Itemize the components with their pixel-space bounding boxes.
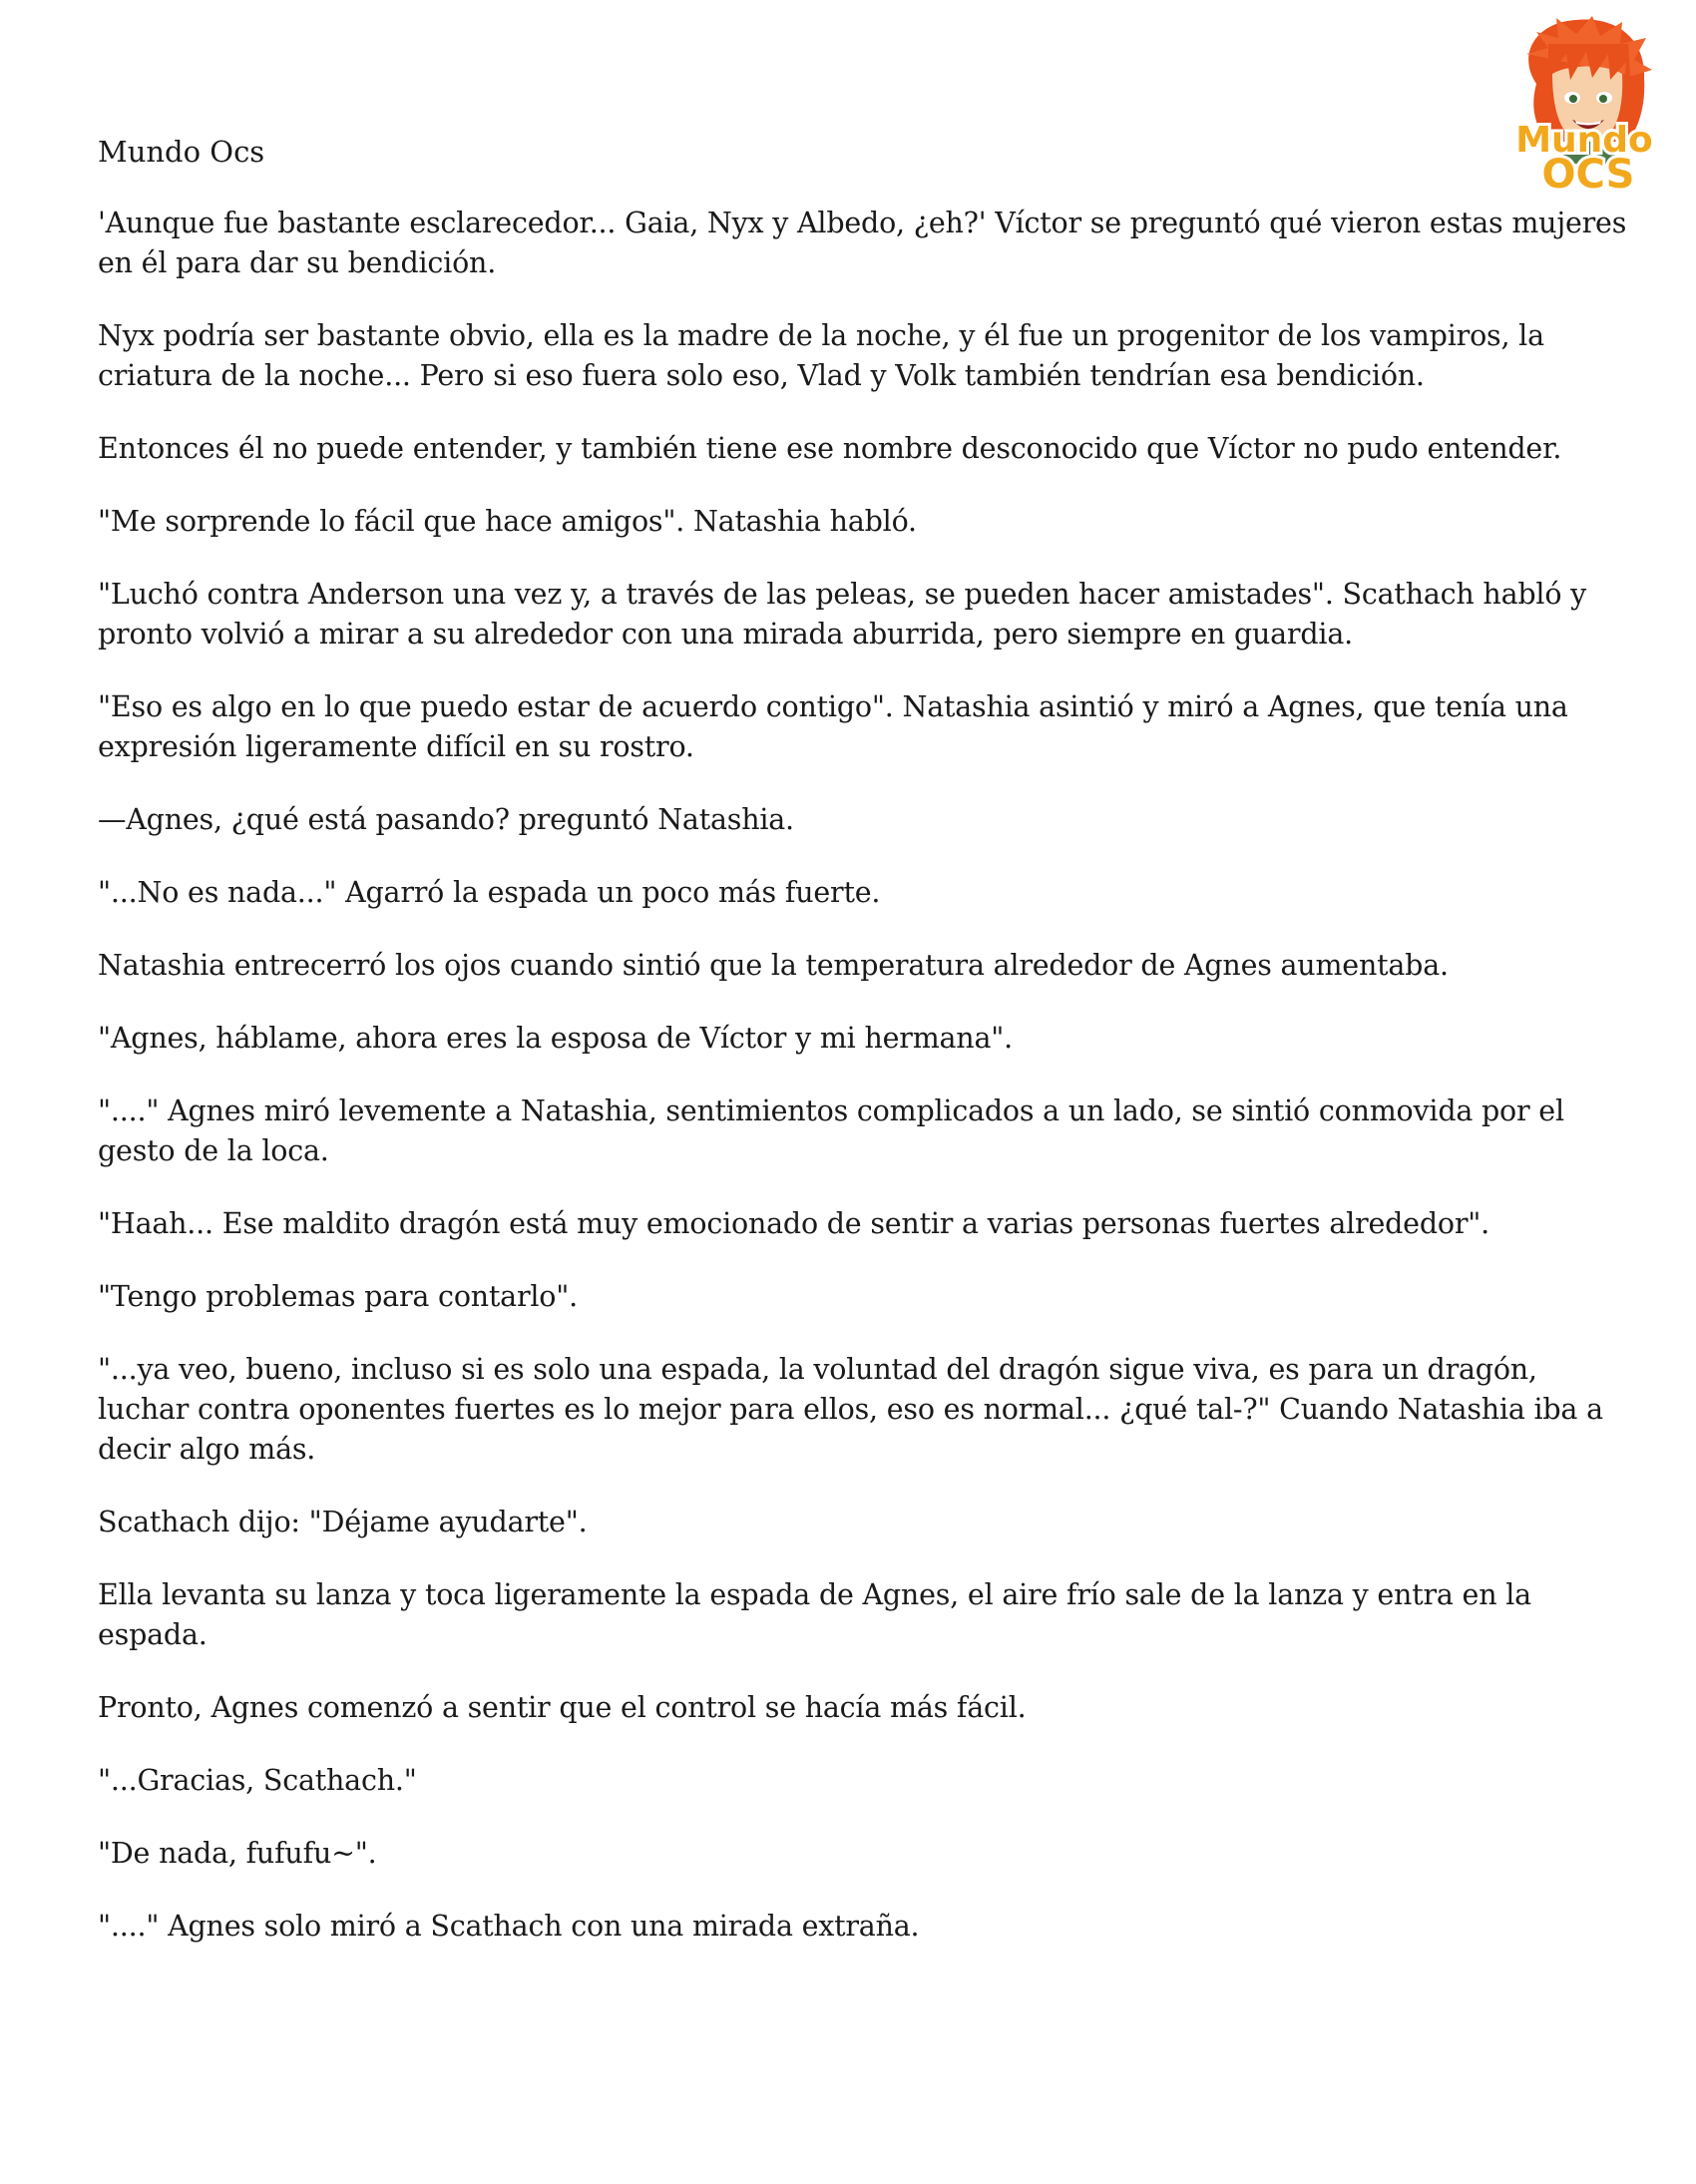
paragraph: "Eso es algo en lo que puedo estar de acuerdo contigo". Natashia asintió y miró a Agnes, que tenía una expresión ligeramente difícil en su rostro. — [98, 690, 1568, 763]
paragraph: "Agnes, háblame, ahora eres la esposa de Víctor y mi hermana". — [98, 1022, 1014, 1055]
document-body — [98, 204, 1634, 1979]
paragraph: 'Aunque fue bastante esclarecedor... Gaia, Nyx y Albedo, ¿eh?' Víctor se preguntó qué vieron estas mujeres en él para dar su bendición. — [98, 207, 1627, 279]
paragraph: Nyx podría ser bastante obvio, ella es la madre de la noche, y él fue un progenitor de los vampiros, la criatura de la noche... Pero si eso fuera solo eso, Vlad y Volk también tendrían esa bendición. — [98, 319, 1544, 392]
paragraph: "...No es nada..." Agarró la espada un poco más fuerte. — [98, 876, 881, 909]
paragraph: Ella levanta su lanza y toca ligeramente la espada de Agnes, el aire frío sale de la lanza y entra en la espada. — [98, 1578, 1531, 1651]
paragraph: —Agnes, ¿qué está pasando? preguntó Natashia. — [98, 803, 794, 836]
paragraph: "Tengo problemas para contarlo". — [98, 1280, 579, 1313]
logo-text-line2: OCS — [1541, 152, 1635, 194]
mundo-ocs-logo-icon — [1496, 14, 1672, 194]
logo-text-line1: Mundo — [1515, 120, 1653, 161]
paragraph: "...." Agnes solo miró a Scathach con una mirada extraña. — [98, 1910, 920, 1943]
paragraph: "Haah... Ese maldito dragón está muy emocionado de sentir a varias personas fuertes alrededor". — [98, 1207, 1490, 1240]
paragraph: Entonces él no puede entender, y también tiene ese nombre desconocido que Víctor no pudo entender. — [98, 432, 1562, 465]
paragraph: "Me sorprende lo fácil que hace amigos". Natashia habló. — [98, 505, 917, 538]
paragraph: "De nada, fufufu~". — [98, 1837, 377, 1870]
page-title: Mundo Ocs — [98, 135, 265, 169]
paragraph: Scathach dijo: "Déjame ayudarte". — [98, 1506, 588, 1538]
paragraph: Natashia entrecerró los ojos cuando sintió que la temperatura alrededor de Agnes aumentaba. — [98, 949, 1449, 982]
paragraph: "Luchó contra Anderson una vez y, a través de las peleas, se pueden hacer amistades". Scathach habló y pronto volvió a mirar a su alrededor con una mirada aburrida, pero siempre en guardia. — [98, 578, 1587, 651]
paragraph: Pronto, Agnes comenzó a sentir que el control se hacía más fácil. — [98, 1691, 1027, 1724]
paragraph: "...Gracias, Scathach." — [98, 1764, 417, 1797]
paragraph: "...ya veo, bueno, incluso si es solo una espada, la voluntad del dragón sigue viva, es para un dragón, luchar contra oponentes fuertes es lo mejor para ellos, eso es normal... ¿qué tal-?" Cuando Natashia iba a decir algo más. — [98, 1353, 1603, 1466]
paragraph: "...." Agnes miró levemente a Natashia, sentimientos complicados a un lado, se sintió conmovida por el gesto de la loca. — [98, 1094, 1564, 1167]
